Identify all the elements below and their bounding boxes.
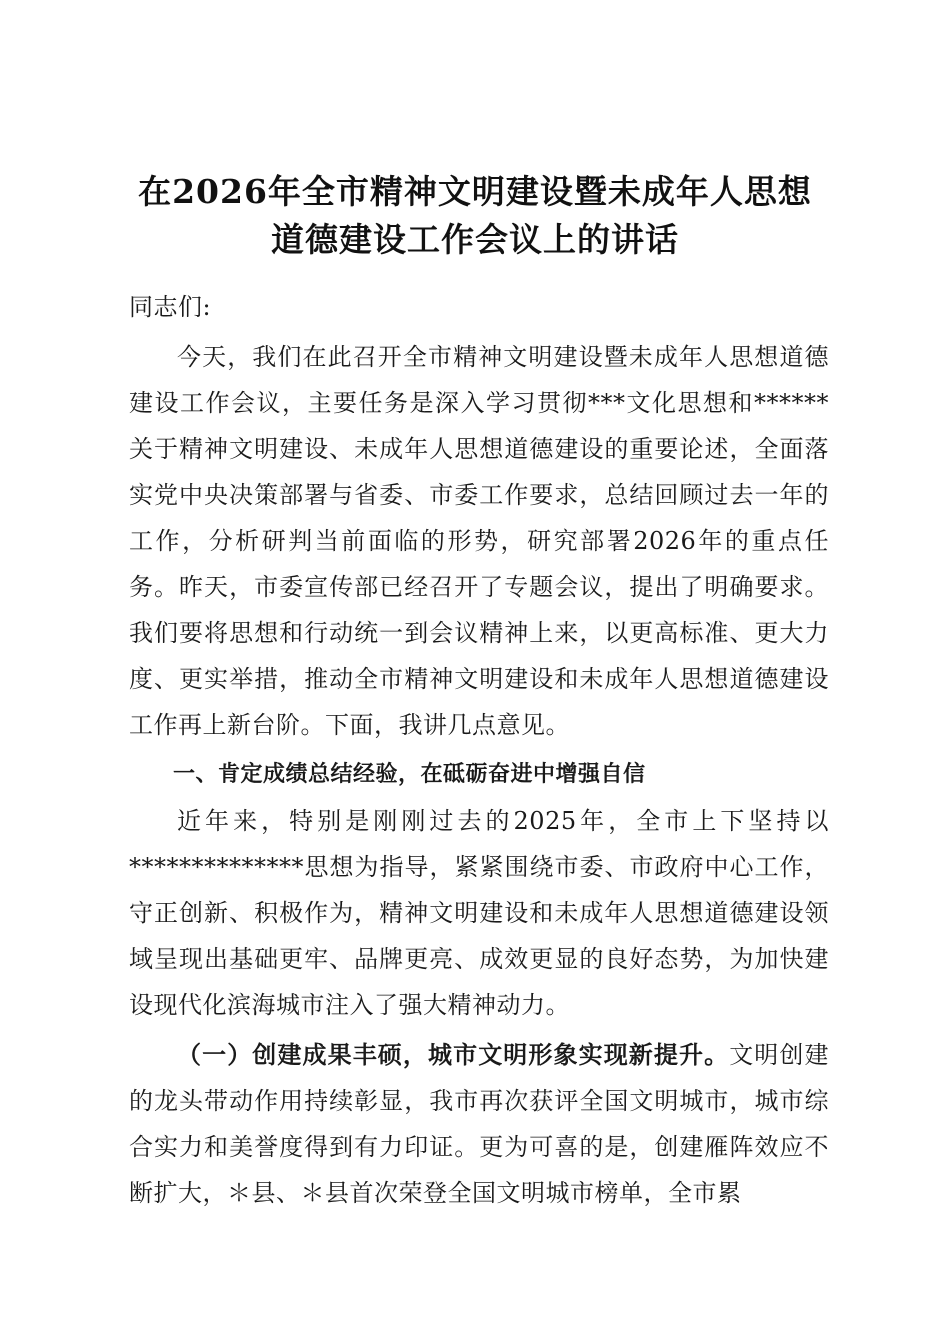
title-line-1: 在2026年全市精神文明建设暨未成年人思想 [138,172,812,211]
section-heading-1: 一、肯定成绩总结经验，在砥砺奋进中增强自信 [173,762,646,787]
subsection-1-paragraph [129,1032,829,1216]
document-body [129,284,829,1216]
subsection-heading-1: （一）创建成果丰硕，城市文明形象实现新提升。 [177,1040,730,1069]
section-1-paragraph: 近年来，特别是刚刚过去的2025年，全市上下坚持以**************思想为指导，紧紧围绕市委、市政府中心工作，守正创新、积极作为，精神文明建设和未成年人思想道德建设领域呈现出基础更牢、品牌更亮、成效更显的良好态势，为加快建设现代化滨海城市注入了强大精神动力。 [129,807,829,1019]
intro-paragraph: 今天，我们在此召开全市精神文明建设暨未成年人思想道德建设工作会议，主要任务是深入学习贯彻***文化思想和******关于精神文明建设、未成年人思想道德建设的重要论述，全面落实党中央决策部署与省委、市委工作要求，总结回顾过去一年的工作，分析研判当前面临的形势，研究部署2026年的重点任务。昨天，市委宣传部已经召开了专题会议，提出了明确要求。我们要将思想和行动统一到会议精神上来，以更高标准、更大力度、更实举措，推动全市精神文明建设和未成年人思想道德建设工作再上新台阶。下面，我讲几点意见。 [129,343,829,739]
document-title [100,168,850,264]
subsection-1-text: 文明创建的龙头带动作用持续彰显，我市再次获评全国文明城市，城市综合实力和美誉度得到有力印证。更为可喜的是，创建雁阵效应不断扩大，＊县、＊县首次荣登全国文明城市榜单，全市累 [129,1041,830,1207]
salutation: 同志们: [129,293,212,321]
title-line-2: 道德建设工作会议上的讲话 [271,220,679,259]
